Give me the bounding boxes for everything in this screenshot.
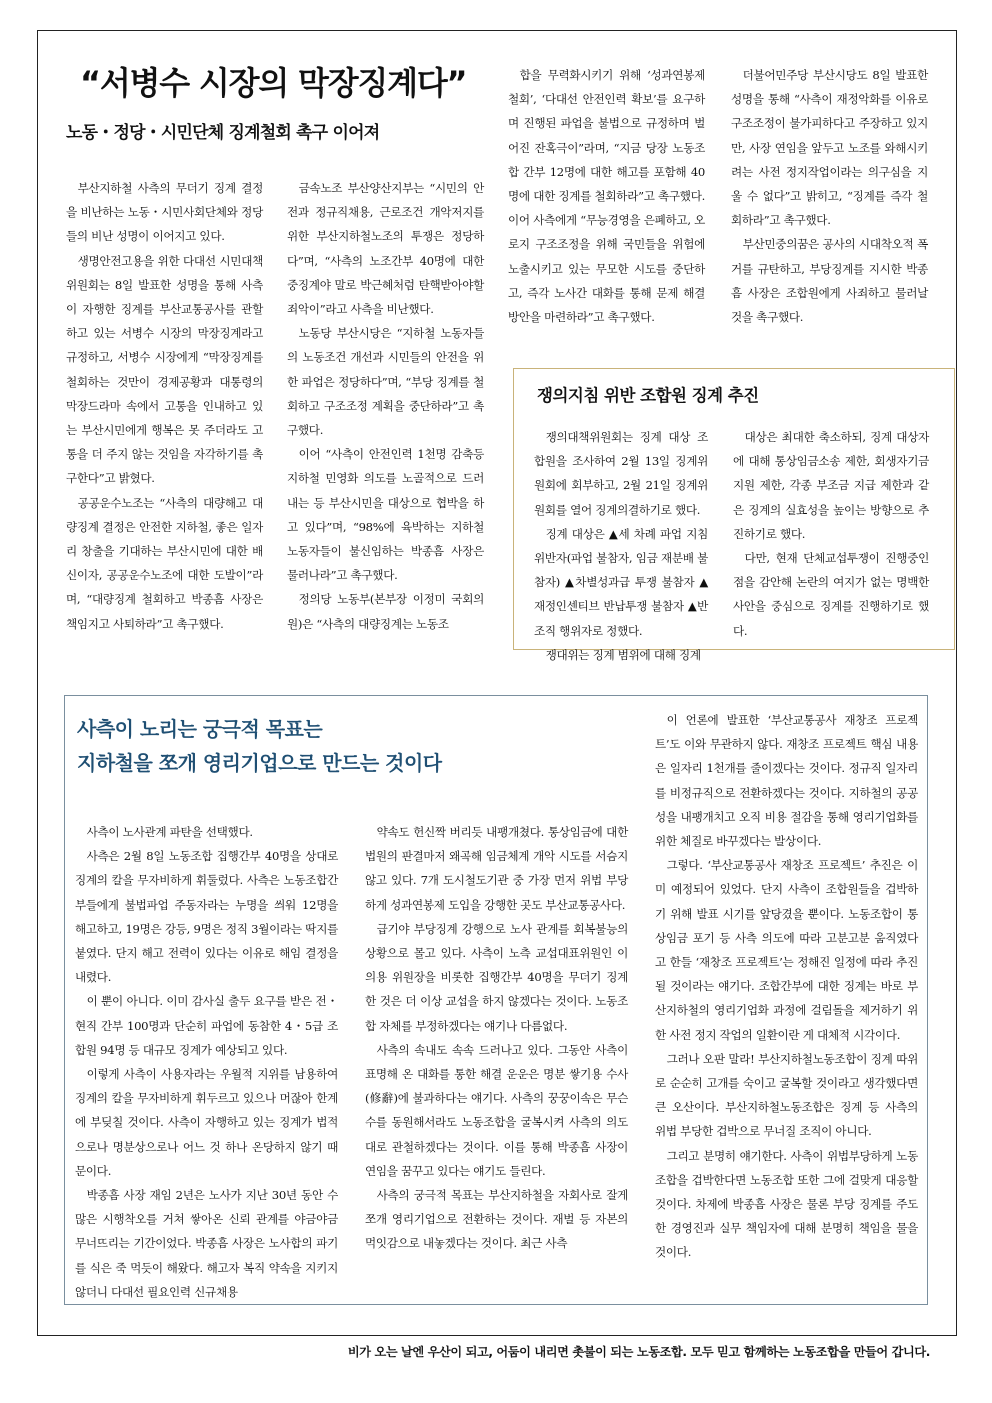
editorial-title-line-1: 사측이 노리는 궁극적 목표는	[77, 717, 323, 741]
paragraph: 쟁의대책위원회는 징계 대상 조합원을 조사하여 2월 13일 징계위원회에 회부하고, 2월 21일 징계위원회를 열어 징계의결하기로 했다.	[534, 430, 708, 517]
editorial-column-2	[365, 820, 628, 1256]
paragraph: 대상은 최대한 축소하되, 징계 대상자에 대해 통상임금소송 제한, 회생자기금 지원 제한, 각종 부조금 지급 제한과 같은 징계의 실효성을 높이는 방향으로 추진하기로 했다.	[733, 430, 929, 541]
paragraph: 그렇다. ‘부산교통공사 재창조 프로젝트’ 추진은 이미 예정되어 있었다. 단지 사측이 조합원들을 겁박하기 위해 발표 시기를 앞당겼을 뿐이다. 노동조합이 통상임금 포기 등 사측 의도에 따라 고분고분 움직였다고 한들 ‘재창조 프로젝트’는 정해진 일정에 따라 추진될 것이라는 얘기다. 조합간부에 대한 징계는 바로 부산지하철의 영리기업화 과정에 걸림돌을 제거하기 위한 사전 정지 작업의 일환이란 게 대체적 시각이다.	[655, 858, 918, 1042]
editorial-title	[77, 712, 442, 780]
paragraph: 노동당 부산시당은 “지하철 노동자들의 노동조건 개선과 시민들의 안전을 위한 파업은 정당하다”며, “부당 징계를 철회하고 구조조정 계획을 중단하라”고 촉구했다.	[287, 326, 484, 438]
paragraph: 사측의 속내도 속속 드러나고 있다. 그동안 사측이 표명해 온 대화를 통한 해결 운운은 명분 쌓기용 수사(修辭)에 불과하다는 얘기다. 사측의 꿍꿍이속은 무슨 수를 동원해서라도 노동조합을 굴복시켜 사측의 의도대로 관철하겠다는 것이다. 이를 통해 박종흠 사장이 연임을 꿈꾸고 있다는 얘기도 들린다.	[365, 1042, 628, 1178]
paragraph: 징계 대상은 ▲세 차례 파업 지침 위반자(파업 불참자, 임금 재분배 불참자) ▲차별성과급 투쟁 불참자 ▲재정인센티브 반납투쟁 불참자 ▲반조직 행위자로 정했다.	[534, 526, 708, 638]
paragraph: 다만, 현재 단체교섭투쟁이 진행중인 점을 감안해 논란의 여지가 없는 명백한 사안을 중심으로 징계를 진행하기로 했다.	[733, 551, 929, 638]
paragraph: 사측은 2월 8일 노동조합 집행간부 40명을 상대로 징계의 칼을 무자비하게 휘둘렀다. 사측은 노동조합간부들에게 불법파업 주동자라는 누명을 씌워 12명을 해고하고, 19명은 강등, 9명은 정직 3월이라는 딱지를 붙였다. 단지 해고 전력이 있다는 이유로 해임 결정을 내렸다.	[75, 849, 338, 985]
paragraph: 생명안전고용을 위한 다대선 시민대책위원회는 8일 발표한 성명을 통해 사측이 자행한 징계를 부산교통공사를 관할하고 있는 서병수 시장의 막장징계라고 규정하고, 서병수 시장에게 “막장징계를 철회하는 것만이 경제공황과 대통령의 막장드라마 속에서 고통을 인내하고 있는 부산시민에게 행복은 못 주더라도 고통을 더 주지 않는 것임을 자각하기를 촉구한다”고 밝혔다.	[66, 253, 263, 486]
paragraph: 이 언론에 발표한 ‘부산교통공사 재창조 프로젝트’도 이와 무관하지 않다. 재창조 프로젝트 핵심 내용은 일자리 1천개를 줄이겠다는 것이다. 정규직 일자리를 비정규직으로 전환하겠다는 것이다. 지하철의 공공성을 내팽개치고 오직 비용 절감을 통해 영리기업화를 위한 체질로 바꾸겠다는 발상이다.	[655, 713, 918, 849]
article-subhead: 노동・정당・시민단체 징계철회 촉구 이어져	[66, 123, 380, 143]
paragraph: 박종흠 사장 재임 2년은 노사가 지난 30년 동안 수많은 시행착오를 거쳐 쌓아온 신뢰 관계를 야금야금 무너뜨리는 기간이었다. 박종흠 사장은 노사합의 파기를 식은 죽 먹듯이 해왔다. 해고자 복직 약속을 지키지 않더니 다대선 필요인력 신규채용	[75, 1188, 338, 1299]
article-headline: “서병수 시장의 막장징계다”	[80, 64, 467, 102]
paragraph: 금속노조 부산양산지부는 “시민의 안전과 정규직채용, 근로조건 개악저지를 위한 부산지하철노조의 투쟁은 정당하다”며, “사측의 노조간부 40명에 대한 중징계야 말로 박근혜처럼 탄핵받아야할 죄악이”라고 사측을 비난했다.	[287, 181, 484, 317]
paragraph: 합을 무력화시키기 위해 ‘성과연봉제 철회’, ‘다대선 안전인력 확보’를 요구하며 진행된 파업을 불법으로 규정하며 벌어진 잔혹극이”라며, “지금 당장 노동조합 간부 12명에 대한 해고를 포함해 40명에 대한 징계를 철회하라”고 촉구했다. 이어 사측에게 “무능경영을 은폐하고, 오로지 구조조정을 위해 국민들을 위험에 노출시키고 있는 무모한 시도를 중단하고, 즉각 노사간 대화를 통해 문제 해결 방안을 마련하라”고 촉구했다.	[508, 68, 705, 325]
article-column-4	[731, 63, 928, 329]
paragraph: 사측의 궁극적 목표는 부산지하철을 자회사로 잘게 쪼개 영리기업으로 전환하는 것이다. 재벌 등 자본의 먹잇감으로 내놓겠다는 것이다. 최근 사측	[365, 1188, 628, 1251]
editorial-title-line-2: 지하철을 쪼개 영리기업으로 만드는 것이다	[77, 751, 442, 775]
footer-slogan: 비가 오는 날엔 우산이 되고, 어둠이 내리면 촛불이 되는 노동조합. 모두 믿고 함께하는 노동조합을 만들어 갑니다.	[347, 1345, 930, 1359]
paragraph: 부산지하철 사측의 무더기 징계 결정을 비난하는 노동・시민사회단체와 정당들의 비난 성명이 이어지고 있다.	[66, 181, 263, 244]
sidebar-box-column-2	[733, 425, 929, 643]
paragraph: 이 뿐이 아니다. 이미 감사실 출두 요구를 받은 전・현직 간부 100명과 단순히 파업에 동참한 4・5급 조합원 94명 등 대규모 징계가 예상되고 있다.	[75, 994, 338, 1057]
paragraph: 약속도 헌신짝 버리듯 내팽개쳤다. 통상임금에 대한 법원의 판결마저 왜곡해 임금체계 개악 시도를 서슴지 않고 있다. 7개 도시철도기관 중 가장 먼저 위법 부당하게 성과연봉제 도입을 강행한 곳도 부산교통공사다.	[365, 825, 628, 912]
paragraph: 급기야 부당징계 강행으로 노사 관계를 회복불능의 상황으로 몰고 있다. 사측이 노측 교섭대표위원인 이의용 위원장을 비롯한 집행간부 40명을 무더기 징계한 것은 더 이상 교섭을 하지 않겠다는 것이다. 노동조합 자체를 부정하겠다는 얘기나 다름없다.	[365, 921, 628, 1033]
paragraph: 이렇게 사측이 사용자라는 우월적 지위를 남용하여 징계의 칼을 무자비하게 휘두르고 있으나 머잖아 한계에 부딪칠 것이다. 사측이 자행하고 있는 징계가 법적으로나 명분상으로나 어느 것 하나 온당하지 않기 때문이다.	[75, 1067, 338, 1178]
sidebar-box-column-1	[534, 425, 708, 667]
paragraph: 쟁대위는 징계 범위에 대해 징계	[545, 647, 701, 662]
paragraph: 더불어민주당 부산시당도 8일 발표한 성명을 통해 “사측이 재정악화를 이유로 구조조정이 불가피하다고 주장하고 있지만, 사장 연임을 앞두고 노조를 와해시키려는 사전 정지작업이라는 의구심을 지울 수 없다”고 밝히고, “징계를 즉각 철회하라”고 촉구했다.	[731, 68, 928, 228]
paragraph: 사측이 노사관계 파탄을 선택했다.	[86, 825, 253, 839]
paragraph: 부산민중의꿈은 공사의 시대착오적 폭거를 규탄하고, 부당징계를 지시한 박종흠 사장은 조합원에게 사죄하고 물러날 것을 촉구했다.	[731, 237, 928, 325]
paragraph: 이어 “사측이 안전인력 1천명 감축등 지하철 민영화 의도를 노골적으로 드러내는 등 부산시민을 대상으로 협박을 하고 있다”며, “98%에 육박하는 지하철 노동자들이 불신임하는 박종흠 사장은 물러나라”고 촉구했다.	[287, 447, 484, 583]
paragraph: 그러나 오판 말라! 부산지하철노동조합이 징계 따위로 순순히 고개를 숙이고 굴복할 것이라고 생각했다면 큰 오산이다. 부산지하철노동조합은 징계 등 사측의 위법 부당한 겁박으로 무너질 조직이 아니다.	[655, 1051, 918, 1139]
sidebar-box-title: 쟁의지침 위반 조합원 징계 추진	[537, 386, 759, 405]
editorial-column-3	[655, 708, 918, 1265]
article-column-2	[287, 176, 484, 636]
paragraph: 그리고 분명히 얘기한다. 사측이 위법부당하게 노동조합을 겁박한다면 노동조합 또한 그에 걸맞게 대응할 것이다. 차제에 박종흠 사장은 물론 부당 징계를 주도한 경영진과 실무 책임자에 대해 분명히 책임을 물을 것이다.	[655, 1148, 918, 1260]
article-column-3	[508, 63, 705, 329]
article-column-1	[66, 176, 263, 636]
paragraph: 공공운수노조는 “사측의 대량해고 대량징계 결정은 안전한 지하철, 좋은 일자리 창출을 기대하는 부산시민에 대한 배신이자, 공공운수노조에 대한 도발이”라며, “대량징계 철회하고 박종흠 사장은 책임지고 사퇴하라”고 촉구했다.	[66, 495, 263, 631]
paragraph: 정의당 노동부(본부장 이정미 국회의원)은 “사측의 대량징계는 노동조	[287, 592, 484, 631]
editorial-column-1	[75, 820, 338, 1304]
